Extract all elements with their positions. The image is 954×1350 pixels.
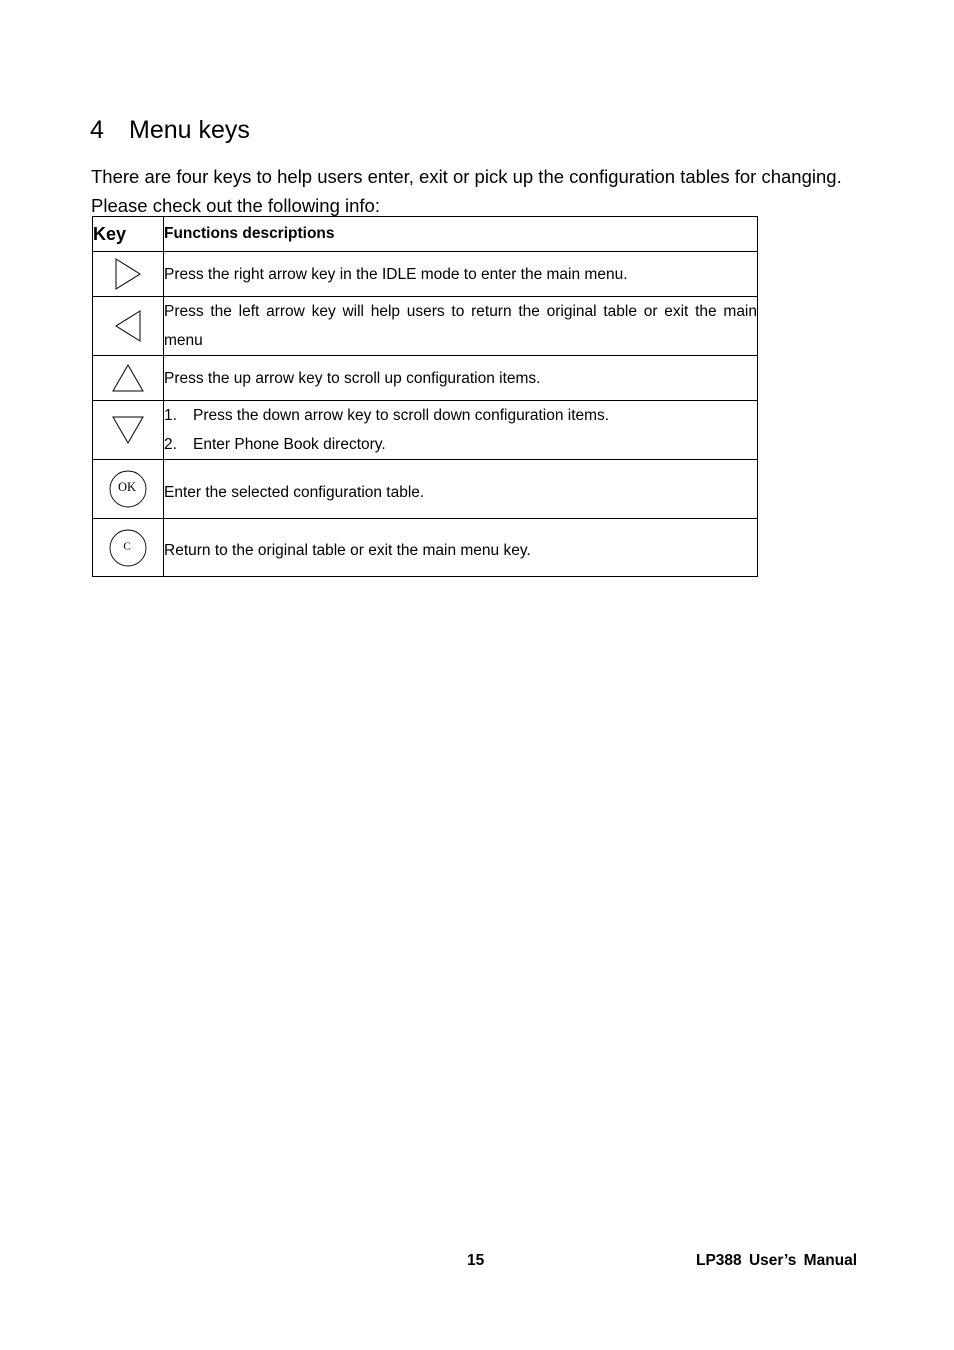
c-key-label: C bbox=[123, 540, 131, 553]
menu-keys-table bbox=[92, 216, 758, 577]
function-description: Press the up arrow key to scroll up configuration items. bbox=[164, 356, 758, 401]
key-cell bbox=[93, 460, 164, 519]
left-triangle-icon bbox=[113, 309, 143, 343]
list-item-text: Enter Phone Book directory. bbox=[193, 436, 386, 453]
intro-paragraph bbox=[91, 162, 891, 220]
key-cell bbox=[93, 519, 164, 577]
c-key-icon bbox=[108, 528, 148, 568]
table-row bbox=[93, 356, 758, 401]
table-header-row bbox=[93, 217, 758, 252]
ok-key-icon bbox=[108, 469, 148, 509]
section-title: Menu keys bbox=[129, 116, 250, 144]
section-number: 4 bbox=[90, 116, 104, 144]
function-description: Return to the original table or exit the main menu key. bbox=[164, 519, 758, 577]
key-cell bbox=[93, 356, 164, 401]
manual-title: LP388 User’s Manual bbox=[696, 1252, 858, 1269]
section-heading bbox=[90, 114, 250, 146]
table-row bbox=[93, 401, 758, 460]
list-item bbox=[164, 401, 757, 430]
table-row bbox=[93, 297, 758, 356]
intro-line-2: Please check out the following info: bbox=[91, 195, 380, 216]
intro-line-1: There are four keys to help users enter, exit or pick up the configuration tables for changing. bbox=[91, 166, 842, 187]
list-item-text: Press the down arrow key to scroll down configuration items. bbox=[193, 407, 610, 424]
function-description: Enter the selected configuration table. bbox=[164, 460, 758, 519]
function-description: Press the left arrow key will help users to return the original table or exit the main menu bbox=[164, 297, 758, 356]
up-triangle-icon bbox=[111, 363, 145, 393]
function-description: Press the right arrow key in the IDLE mode to enter the main menu. bbox=[164, 252, 758, 297]
key-cell bbox=[93, 252, 164, 297]
list-item-number: 2. bbox=[164, 436, 177, 453]
list-item-number: 1. bbox=[164, 407, 177, 424]
page-number: 15 bbox=[467, 1252, 485, 1269]
table-row bbox=[93, 252, 758, 297]
key-column-header: Key bbox=[93, 217, 164, 252]
function-description-list bbox=[164, 401, 758, 460]
list-item bbox=[164, 430, 757, 459]
functions-column-header: Functions descriptions bbox=[164, 217, 758, 252]
ok-key-label: OK bbox=[117, 479, 137, 494]
right-triangle-icon bbox=[113, 257, 143, 291]
key-cell bbox=[93, 401, 164, 460]
down-triangle-icon bbox=[111, 415, 145, 445]
table-row bbox=[93, 519, 758, 577]
table-row bbox=[93, 460, 758, 519]
key-cell bbox=[93, 297, 164, 356]
